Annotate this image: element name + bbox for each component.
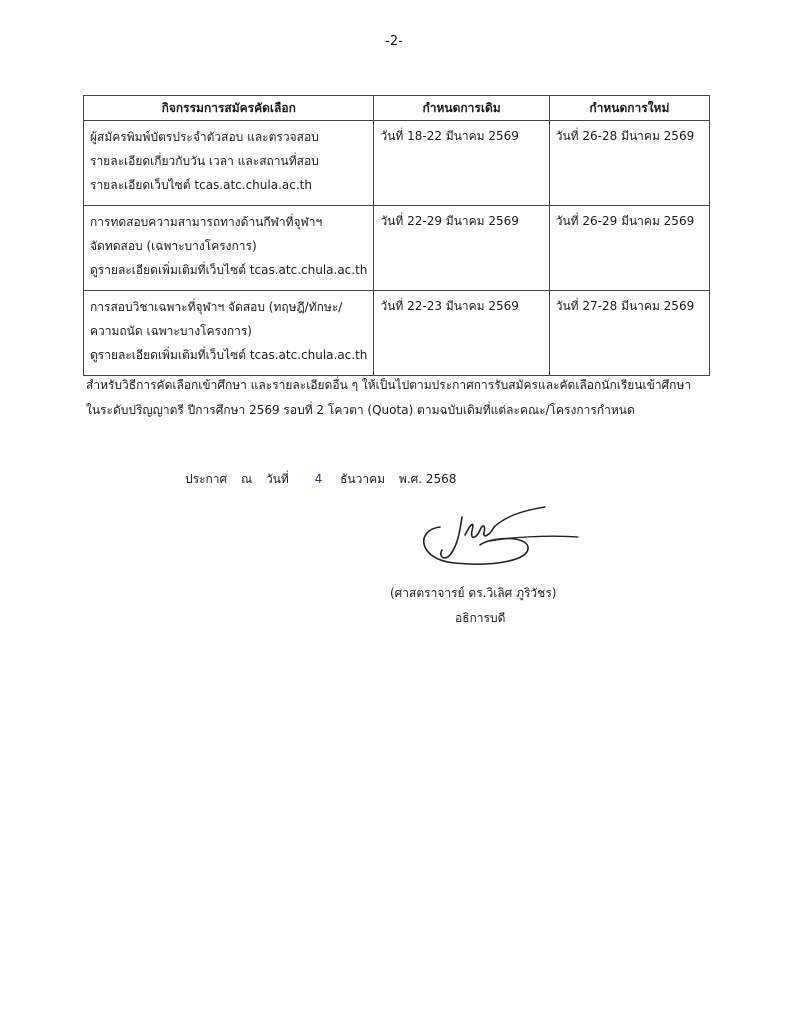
table-row — [84, 121, 710, 206]
activity-cell — [84, 291, 374, 376]
table-row — [84, 291, 710, 376]
activity-line: รายละเอียดเว็บไซต์ tcas.atc.chula.ac.th — [90, 178, 312, 192]
old-date: วันที่ 22-29 มีนาคม 2569 — [380, 214, 519, 228]
old-date: วันที่ 22-23 มีนาคม 2569 — [380, 299, 519, 313]
schedule-table — [83, 95, 710, 376]
new-date-cell — [549, 121, 709, 206]
header-new-schedule: กำหนดการใหม่ — [549, 96, 709, 121]
signer-name: (ศาสตราจารย์ ดร.วิเลิศ ภูริวัชร) — [390, 586, 557, 600]
paragraph-line: ในระดับปริญญาตรี ปีการศึกษา 2569 รอบที่ 2 โควตา (Quota) ตามฉบับเดิมที่แต่ละคณะ/โครงการกำหนด — [86, 403, 635, 417]
page-number: -2- — [385, 34, 403, 49]
new-date: วันที่ 26-29 มีนาคม 2569 — [555, 214, 695, 228]
signer-title: อธิการบดี — [455, 611, 506, 625]
paragraph-line: สำหรับวิธีการคัดเลือกเข้าศึกษา และรายละเอียดอื่น ๆ ให้เป็นไปตามประกาศการรับสมัครและคัดเลือกนักเรียนเข้าศึกษา — [86, 378, 692, 392]
announce-day-label: วันที่ — [265, 472, 289, 486]
table-row — [84, 206, 710, 291]
header-activity: กิจกรรมการสมัครคัดเลือก — [84, 96, 374, 121]
announce-era: พ.ศ. — [398, 472, 423, 486]
activity-line: ดูรายละเอียดเพิ่มเติมที่เว็บไซต์ tcas.atc.chula.ac.th — [90, 348, 368, 362]
activity-cell — [84, 206, 374, 291]
announce-month: ธันวาคม — [340, 472, 386, 486]
announce-year: 2568 — [425, 472, 457, 486]
announce-at: ณ — [240, 472, 253, 486]
new-date: วันที่ 26-28 มีนาคม 2569 — [555, 129, 695, 143]
activity-line: การสอบวิชาเฉพาะที่จุฬาฯ จัดสอบ (ทฤษฎี/ทักษะ/ — [90, 300, 343, 314]
announce-day: 4 — [314, 472, 323, 486]
details-paragraph — [86, 373, 726, 423]
old-date-cell — [374, 206, 549, 291]
activity-line: ผู้สมัครพิมพ์บัตรประจำตัวสอบ และตรวจสอบ — [90, 130, 319, 144]
signature-image — [410, 505, 580, 575]
activity-line: การทดสอบความสามารถทางด้านกีฬาที่จุฬาฯ — [90, 215, 323, 229]
announce-prefix: ประกาศ — [185, 472, 228, 486]
header-old-schedule: กำหนดการเดิม — [374, 96, 549, 121]
activity-line: ดูรายละเอียดเพิ่มเติมที่เว็บไซต์ tcas.atc.chula.ac.th — [90, 263, 368, 277]
new-date-cell — [549, 291, 709, 376]
activity-line: ความถนัด เฉพาะบางโครงการ) — [90, 324, 252, 338]
new-date-cell — [549, 206, 709, 291]
new-date: วันที่ 27-28 มีนาคม 2569 — [555, 299, 695, 313]
announcement-date — [185, 470, 456, 489]
old-date-cell — [374, 291, 549, 376]
old-date-cell — [374, 121, 549, 206]
activity-cell — [84, 121, 374, 206]
table-header-row — [84, 96, 710, 121]
activity-line: รายละเอียดเกี่ยวกับวัน เวลา และสถานที่สอบ — [90, 154, 319, 168]
activity-line: จัดทดสอบ (เฉพาะบางโครงการ) — [90, 239, 257, 253]
old-date: วันที่ 18-22 มีนาคม 2569 — [380, 129, 519, 143]
